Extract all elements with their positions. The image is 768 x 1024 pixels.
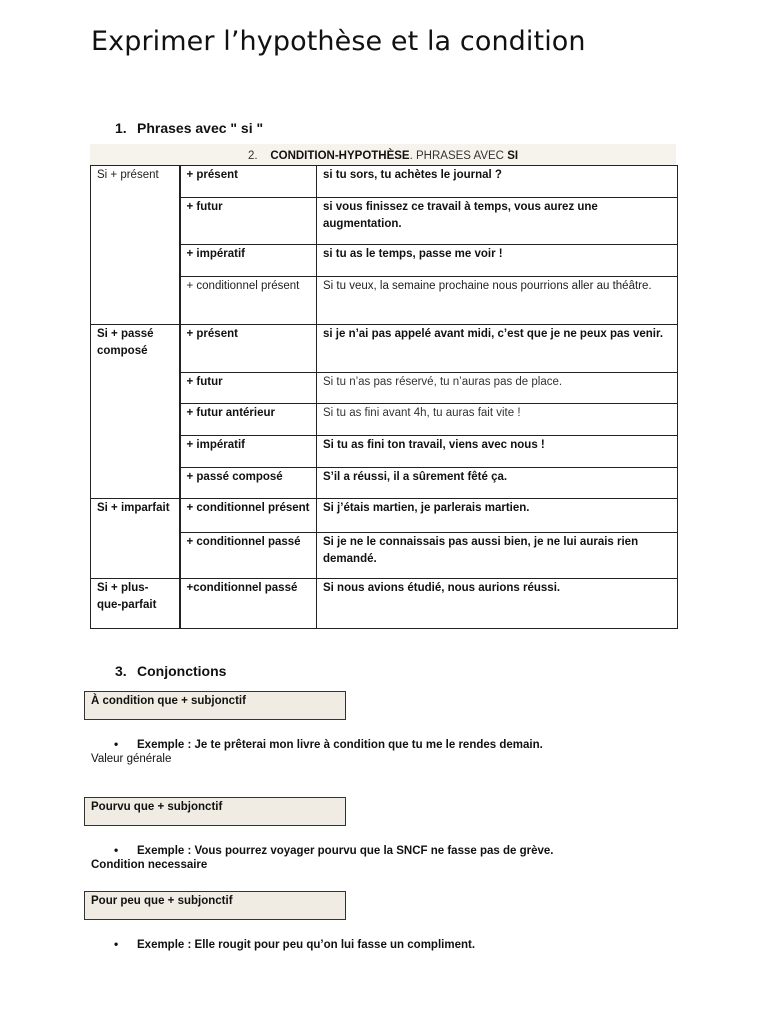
example-text: Exemple : Vous pourrez voyager pourvu que la SNCF ne fasse pas de grève. <box>137 845 554 857</box>
condition-cell: Si + passé composé <box>91 325 180 499</box>
tense-cell: + passé composé <box>180 468 317 499</box>
tense-cell: + conditionnel présent <box>180 499 317 533</box>
section-label: Phrases avec " si " <box>137 120 264 136</box>
condition-cell: Si + présent <box>91 166 180 325</box>
table-row <box>91 579 678 629</box>
table-row <box>91 277 678 325</box>
table-row <box>91 468 678 499</box>
tense-cell: +conditionnel passé <box>180 579 317 629</box>
example-cell: si je n’ai pas appelé avant midi, c’est que je ne peux pas venir. <box>317 325 678 373</box>
section-label: Conjonctions <box>137 663 227 679</box>
table-caption <box>90 144 676 166</box>
example-cell: Si tu as fini avant 4h, tu auras fait vite ! <box>317 404 678 436</box>
caption-rest: . PHRASES AVEC <box>409 150 508 162</box>
example-cell: Si nous avions étudié, nous aurions réussi. <box>317 579 678 629</box>
section-number: 1. <box>115 120 127 136</box>
caption-number: 2. <box>247 150 258 162</box>
table-row <box>91 325 678 373</box>
tense-cell: + présent <box>180 325 317 373</box>
tense-cell: + futur antérieur <box>180 404 317 436</box>
example-text: Exemple : Elle rougit pour peu qu’on lui fasse un compliment. <box>137 939 476 951</box>
bullet-dot: • <box>114 737 119 751</box>
example-cell: S’il a réussi, il a sûrement fêté ça. <box>317 468 678 499</box>
condition-cell: Si + plus-que-parfait <box>91 579 180 629</box>
tense-cell: + futur <box>180 373 317 404</box>
table-row <box>91 499 678 533</box>
tense-cell: + présent <box>180 166 317 198</box>
example-cell: Si j’étais martien, je parlerais martien. <box>317 499 678 533</box>
page-title: Exprimer l’hypothèse et la condition <box>91 26 586 57</box>
table-row <box>91 198 678 245</box>
section-heading-phrases-si <box>115 120 263 136</box>
bullet-dot: • <box>114 843 119 857</box>
table-row <box>91 533 678 579</box>
example-cell: si vous finissez ce travail à temps, vous aurez une augmentation. <box>317 198 678 245</box>
tense-cell: + futur <box>180 198 317 245</box>
example-bullet <box>114 843 553 857</box>
caption-bold: CONDITION-HYPOTHÈSE <box>270 150 410 162</box>
tense-cell: + impératif <box>180 436 317 468</box>
conjunction-note: Condition necessaire <box>91 859 208 871</box>
example-bullet <box>114 937 475 951</box>
example-cell: si tu as le temps, passe me voir ! <box>317 245 678 277</box>
tense-cell: + conditionnel passé <box>180 533 317 579</box>
example-cell: Si je ne le connaissais pas aussi bien, je ne lui aurais rien demandé. <box>317 533 678 579</box>
conjunction-box: Pour peu que + subjonctif <box>84 891 346 920</box>
section-number: 3. <box>115 663 127 679</box>
table-row <box>91 166 678 198</box>
conjunction-box: Pourvu que + subjonctif <box>84 797 346 826</box>
bullet-dot: • <box>114 937 119 951</box>
conditions-table <box>90 165 678 629</box>
tense-cell: + conditionnel présent <box>180 277 317 325</box>
table-row <box>91 436 678 468</box>
tense-cell: + impératif <box>180 245 317 277</box>
example-text: Exemple : Je te prêterai mon livre à condition que tu me le rendes demain. <box>137 739 543 751</box>
conjunction-box: À condition que + subjonctif <box>84 691 346 720</box>
conjunction-note: Valeur générale <box>91 753 172 765</box>
example-cell: Si tu veux, la semaine prochaine nous pourrions aller au théâtre. <box>317 277 678 325</box>
section-heading-conjonctions <box>115 663 226 679</box>
example-cell: Si tu as fini ton travail, viens avec nous ! <box>317 436 678 468</box>
condition-cell: Si + imparfait <box>91 499 180 579</box>
table-row <box>91 404 678 436</box>
caption-si: SI <box>507 150 519 162</box>
example-bullet <box>114 737 543 751</box>
table-row <box>91 373 678 404</box>
table-row <box>91 245 678 277</box>
example-cell: si tu sors, tu achètes le journal ? <box>317 166 678 198</box>
example-cell: Si tu n’as pas réservé, tu n’auras pas de place. <box>317 373 678 404</box>
